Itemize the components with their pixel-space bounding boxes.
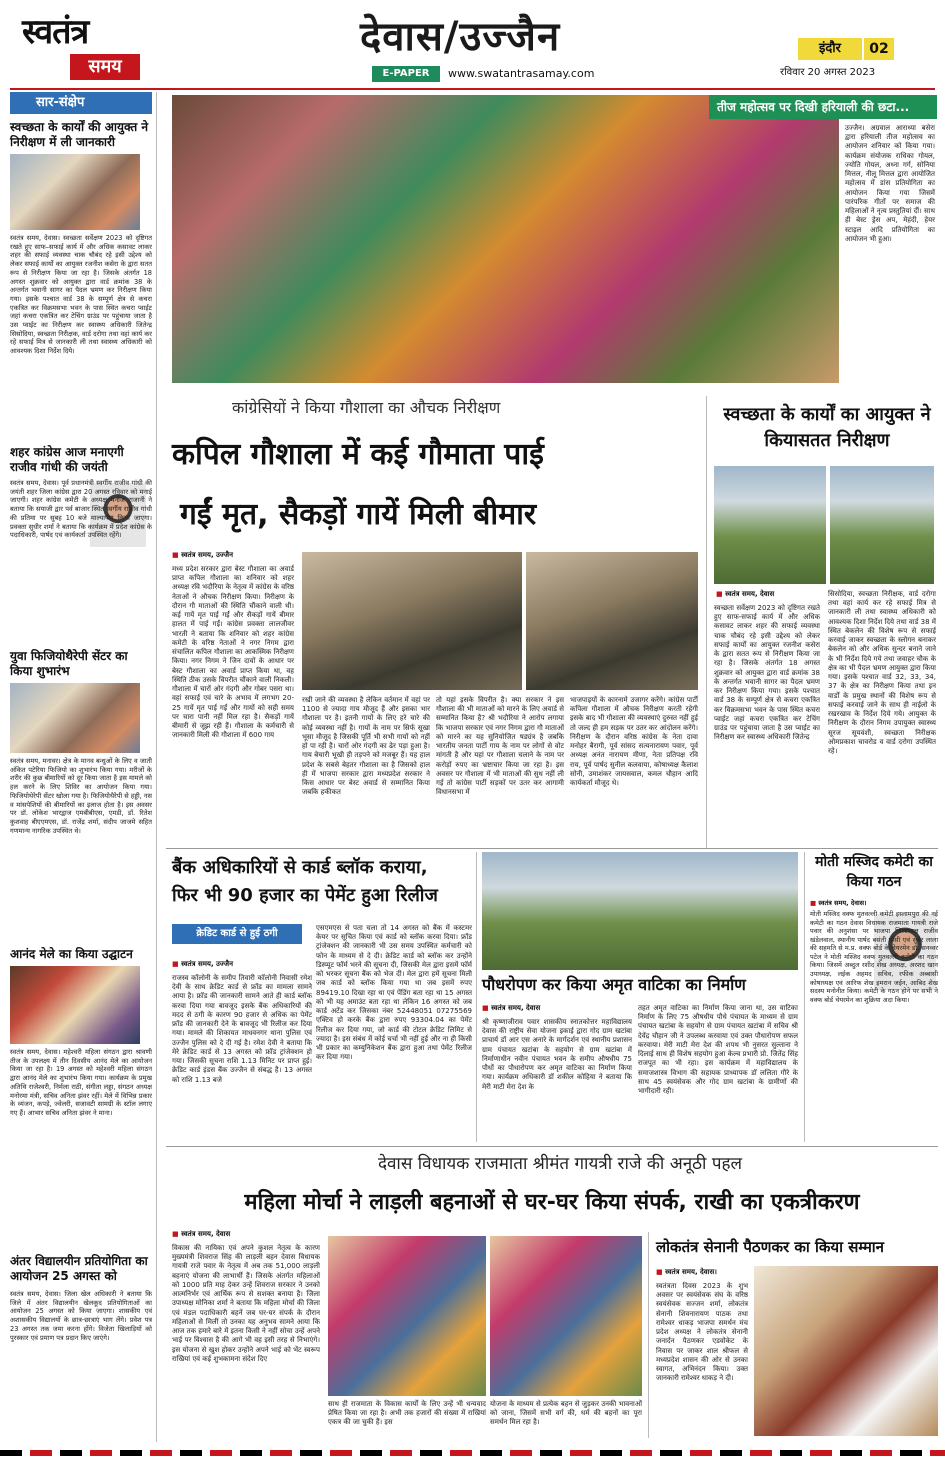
amrit-photo <box>482 852 798 970</box>
loktantra-byline: ■ स्वतंत्र समय, देवास। <box>656 1268 717 1277</box>
sidebar-body: स्वतंत्र समय, देवास। महेश्वरी महिला संगठन द्वारा श्रावणी तीज के उपलक्ष्य में तीन दिवसीय आनंद मेले का आयोजन किया जा रहा है। 19 अगस्त को महेश्वरी महिला संगठन द्वारा आनंद मेले का शुभारंभ किया गया। कार्यक्रम के प्रमुख अतिथि राजेश्वरी, निर्मला राठी, संगीता लड्डा, संगठन अध्यक्ष मनोरमा मंत्री, सचिव अनिता झंवर रहीं। मेले में विभिन्न प्रकार के व्यंजन, कपड़े, ज्वेलरी, सजावटी सामग्री के स्टॉल लगाए गए हैं। आभार सचिव अनिता झंवर ने माना। <box>10 1048 152 1117</box>
masthead <box>0 0 945 90</box>
sidebar-body: स्वतंत्र समय, देवास। जिला खेल अधिकारी ने बताया कि जिले में अंतर विद्यालयीन खेलकूद प्रतियोगिताओं का आयोजन 25 अगस्त को किया जाएगा। शासकीय एवं अशासकीय विद्यालयों के छात्र-छात्राएं भाग लेंगे। प्रवेश पत्र 23 अगस्त तक जमा करना होंगे। विजेता खिलाड़ियों को पुरस्कार एवं प्रमाण पत्र प्रदान किए जाएंगे। <box>10 1290 152 1342</box>
gaushala-col1: मध्य प्रदेश सरकार द्वारा बेस्ट गौशाला का अवार्ड प्राप्त कपिल गौशाला का शनिवार को शहर अध्यक्ष रवि भदौरिया के नेतृत्व में कांग्रेस के वरिष्ठ नेताओं ने औचक निरीक्षण किया। निरीक्षण के दौरान गौ माताओं की स्थिति चौंकाने वाली थी। कई गायें मृत पाई गईं और सैकड़ों गायें बीमार हालत में पाई गईं। कांग्रेस प्रवक्ता लालजीवर भारती ने बताया कि शनिवार को शहर कांग्रेस कमेटी के वरिष्ठ नेताओं ने नगर निगम द्वारा संचालित कपिल गौशाला का आकस्मिक निरीक्षण किया। नगर निगम ने जिन दावों के आधार पर बेस्ट गौशाला का अवार्ड प्राप्त किया था, वह स्थिति ठीक उसके विपरीत चौंकाने वाली निकली। गौशाला में चारों ओर गंदगी और गोबर पसरा था। वहां सफाई एवं चारे के अभाव में लगभग 20-25 गायें मृत पाई गईं और गायों को सही समय पर चारा पानी नहीं मिल रहा है। सैकड़ों गायें बीमारी से जूझ रही हैं। गौशाला के कर्मचारी से जानकारी मिली की गौशाला में 600 गाय <box>172 565 294 740</box>
sidebar-body: स्वतंत्र समय, मनावर। क्षेत्र के मानव बन्धुओं के लिए व जाती अंकित पटेरिया फिजियो का शुभारंभ किया गया। मरीजों के शरीर की कुछ बीमारियों को दूर किया जाता है इस मामले को हल करने के लिए शिविर का आयोजन किया गया। फिजियोथेरेपी सेंटर खोला गया है। फिजियोथैरेपी से हड्डी, नस व मांसपेशियों की बीमारियों का इलाज होता है। इस अवसर पर डॉ. लोकेश भारद्वाज एमबीबीएस, एमडी, डॉ. रितेश कुशवाह बीएएमएस, डॉ. राजेंद्र शर्मा, संदीप जाजमे सहित गणमान्य नागरिक उपस्थित थे। <box>10 757 152 835</box>
amrit-headline: पौधरोपण कर किया अमृत वाटिका का निर्माण <box>482 975 746 994</box>
sidebar-headline: स्वच्छता के कार्यों की आयुक्त ने निरीक्षण में ली जानकारी <box>10 120 149 149</box>
masthead-rule <box>10 88 935 90</box>
logo <box>22 12 162 82</box>
sidebar-headline: शहर कांग्रेस आज मनाएगी राजीव गांधी की जयंती <box>10 445 124 474</box>
sidebar-headline: अंतर विद्यालयीन प्रतियोगिता का आयोजन 25 अगस्त को <box>10 1254 148 1283</box>
mahila-photo-1 <box>328 1236 486 1396</box>
amrit-byline: ■ स्वतंत्र समय, देवास <box>482 1004 540 1013</box>
gaushala-col3: तो यहां इसके विपरीत है। क्या सरकार ने इस गौशाला की भी माताओं को मारने के लिए अवार्ड से सम्मानित किया है? श्री भदौरिया ने आरोप लगाया कि भाजपा सरकार एवं नगर निगम द्वारा गौ माताओं को मारने का यह सुनियोजित षड्यंत्र है जबकि भारतीय जनता पार्टी गाय के नाम पर लोगों से वोट मांगती है और यहां पर गौशाला चलाने के नाम पर करोड़ों रुपए का भ्रष्टाचार किया जा रहा है। इस अवसर पर गौशाला में भी माताओं की सुध नहीं ली गई तो कांग्रेस पार्टी सड़कों पर उतर कर आगामी विधानसभा में <box>436 696 564 797</box>
bank-headline-line1: बैंक अधिकारियों से कार्ड ब्लॉक कराया, <box>172 857 428 878</box>
gaushala-col4: भाजपाइयों के कारनामे उजागर करेंगे। कांग्रेस पार्टी कपिला गौशाला में औचक निरीक्षण करती रहेगी इसके बाद भी गौशाला की व्यवस्थाएं दुरुस्त नहीं हुई तो जल्द ही हम सड़क पर उतर कर आंदोलन करेंगे। निरीक्षण के दौरान वरिष्ठ कांग्रेस के नेता दावा मनोहर बैरागी, पूर्व सांसद सत्यनारायण पवार, पूर्व अध्यक्ष अनंत नारायण मीणा, नेता प्रतिपक्ष रवि राय, पूर्व पार्षद सुनील कलवाया, कोषाध्यक्ष कैलाश सोनी, उमाशंकर जायसवाल, कमल चौहान आदि कार्यकर्ता मौजूद थे। <box>570 696 698 788</box>
loktantra-photo <box>754 1266 938 1436</box>
city-name: इंदौर <box>798 38 862 60</box>
safai-photo-1 <box>714 466 826 584</box>
safai-photo-2 <box>830 466 934 584</box>
mahila-photo-caption-1: साथ ही राजमाता के विकास कार्यों के लिए उन्हें भी धन्यवाद प्रेषित किया जा रहा है। अभी तक हजारों की संख्या में राखियां एकत्र की जा चुकी हैं। इस <box>328 1400 486 1427</box>
mahila-col1: विकास की नायिका एवं अपने कुशल नेतृत्व के कारण मुख्यमंत्री शिवराज सिंह की लाड़ली बहन देवास विधायक गायत्री राजे पवार के नेतृत्व में अब तक 51,000 लाड़ली बहनाएं योजना की लाभार्थी हैं। जिसके अंतर्गत महिलाओं को 1000 प्रति माह देकर उन्हें शिवराज सरकार ने उनको आत्मनिर्भर एवं आर्थिक रूप से सशक्त बनाया है। जिला उपाध्यक्ष मोनिका शर्मा ने बताया कि महिला मोर्चा की जिला एवं मंडल पदाधिकारी बहनें जब घर-घर संपर्क के दौरान महिलाओं से मिलीं तो उनका यह अनुभव सामने आया कि आज तक हमारे बारे में इतना किसी ने नहीं सोचा उन्हें अपने भाई पर विश्वास है की आगे भी वह इसी तरह से निभाएंगे। इस योजना से खुश होकर उन्होंने अपने भाई को भेंट स्वरूप राखियां एवं कई शुभकामना संदेश दिए <box>172 1244 320 1363</box>
center-right-rule <box>706 396 707 848</box>
issue-date: रविवार 20 अगस्त 2023 <box>780 67 876 78</box>
sidebar-item <box>10 1254 152 1414</box>
mahila-rule <box>648 1232 649 1438</box>
sidebar-item <box>10 947 152 1208</box>
bank-col1: राजस्व कॉलोनी के समीप तिवारी कॉलोनी निवासी रमेश देवी के साथ क्रेडिट कार्ड से फ्रॉड का मामला सामने आया है। फ्रॉड की जानकारी सामने आते ही कार्ड ब्लॉक करवा दिया गया बावजूद इसके बैंक अधिकारियों की मदद से ठगी के कारण 90 हजार से अधिक का पेमेंट फ्रॉड की जानकारी देने के बावजूद भी रिलीज कर दिया गया। मामले की शिकायत माधवनगर थाना पुलिस एवं उज्जैन पुलिस को दे दी गई है। रमेश देवी ने बताया कि मेरे क्रेडिट कार्ड से 13 अगस्त को फ्रॉड ट्रांजेक्शन हो गया। जिसकी सूचना राशि 1.13 मिनिट पर प्राप्त हुई। क्रेडिट कार्ड इंडस बैंक उज्जैन से संबद्ध है। 13 अगस्त को राशि 1.13 बजे <box>172 974 312 1084</box>
sidebar-photo <box>10 683 140 753</box>
gaushala-byline: ■ स्वतंत्र समय, उज्जैन <box>172 551 233 560</box>
loktantra-headline: लोकतंत्र सेनानी पैठणकर का किया सम्मान <box>656 1238 885 1256</box>
teej-caption: उज्जैन। अग्रवाल आराध्या बसेरा द्वारा हरियाली तीज महोत्सव का आयोजन शनिवार को किया गया। कार्यक्रम संयोजक राधिका गोयल, ज्योति गोयल, अध्ना गर्ग, सोनिया मित्तल, नीलू मित्तल द्वारा आयोजित महोत्सव में डांस प्रतियोगिता का आयोजन किया गया जिसमें पारंपरिक गीतों पर समाज की महिलाओं ने नृत्य प्रस्तुतियां दीं। साथ ही बेस्ट ड्रेस अप, मेहंदी, हेयर स्टाइल आदि प्रतियोगिता का आयोजन भी हुआ। <box>845 124 935 243</box>
bank-byline: ■ स्वतंत्र समय, उज्जैन <box>172 960 233 969</box>
gaushala-headline-line2: गईं मृत, सैकड़ों गायें मिली बीमार <box>180 497 537 532</box>
footer-registration-bar <box>0 1450 945 1456</box>
sidebar-photo <box>10 966 140 1044</box>
gaushala-photo-1 <box>302 552 522 690</box>
website-link[interactable]: www.swatantrasamay.com <box>448 67 595 80</box>
masjid-body: मोती मस्जिद वक्फ मुतवल्ली कमेटी इस्लामपुरा की नई कमेटी का गठन देवास विधायक राजमाता गायत्री राजे पवार की अनुशंसा पर भाजपा जिलाध्यक्ष राजीव खंडेलवाल, स्थानीय पार्षद बसंती घोसी एवं सुवेर लाला की सहमति से म.प्र. वक्फ बोर्ड के चेयरमेन डॉ. सनव्वर पटेल ने मोती मस्जिद वक्फ मुतवल्ली कमेटी का गठन किया। जिसमें अब्दुल रशीद शेख अध्यक्ष, अरशद खान उपाध्यक्ष, लईक अहमद सचिव, रफीक अब्बासी कोषाध्यक्ष एवं आरिफ शेख इमरान जईन, आबिद शेख सदस्य मनोनीत किया। कमेटी के गठन होने पर सभी ने वक्फ बोर्ड चेयरमेन का शुक्रिया अदा किया। <box>810 910 938 1004</box>
sidebar-item <box>10 649 152 917</box>
epaper-label: E-PAPER <box>372 66 440 82</box>
loktantra-body: स्वतंत्रता दिवस 2023 के शुभ अवसर पर स्वयंसेवक संघ के वरिष्ठ स्वयंसेवक सज्जन शर्मा, लोकतंत्र सेनानी शिवनारायण पाठक तथा रामेश्वर धाकड़ भाजपा समर्थन मंच प्रदेश अध्यक्ष ने लोकतंत्र सेनानी जनार्दन पैठणकर एडवोकेट के निवास पर जाकर शाल श्रीफल से मध्यप्रदेश शासन की ओर से उनका स्वागत, अभिनंदन किया। उक्त जानकारी रामेश्वर धाकड़ ने दी। <box>656 1282 748 1383</box>
sidebar-body: स्वतंत्र समय, देवास। पूर्व प्रधानमंत्री स्वर्गीय राजीव गांधी की जयंती शहर जिला कांग्रेस द्वारा 20 अगस्त रविवार को मनाई जाएगी। शहर कांग्रेस कमेटी के अध्यक्ष मनोज राजानी ने बताया कि सयाजी द्वार पर्व बाजार स्थित स्वर्गीय राजीव गांधी की प्रतिमा पर सुबह 10 बजे माल्यार्पण किया जाएगा। प्रवक्ता सुधीर शर्मा ने बताया कि कार्यक्रम में प्रदेश कांग्रेस के पदाधिकारी, पार्षद एवं कार्यकर्ता उपस्थित रहेंगे। <box>10 479 152 540</box>
sidebar-headline: युवा फिजियोथैरेपी सेंटर का किया शुभारंभ <box>10 649 128 678</box>
teej-banner: तीज महोत्सव पर दिखी हरियाली की छटा... <box>709 95 937 119</box>
mahila-byline: ■ स्वतंत्र समय, देवास <box>172 1230 230 1239</box>
masjid-byline: ■ स्वतंत्र समय, देवास। <box>810 898 867 907</box>
sidebar-item <box>10 445 152 630</box>
mahila-kicker: देवास विधायक राजमाता श्रीमंत गायत्री राजे की अनूठी पहल <box>377 1154 743 1174</box>
safai-headline: स्वच्छता के कार्यों का आयुक्त ने कियासतत निरीक्षण <box>723 404 931 451</box>
mahila-headline: महिला मोर्चा ने लाड़ली बहनाओं से घर-घर किया संपर्क, राखी का एकत्रीकरण <box>244 1190 860 1215</box>
masjid-headline: मोती मस्जिद कमेटी का किया गठन <box>815 854 933 890</box>
amrit-col2: तहत अमृत वाटिका का निर्माण किया जाना था, उस वाटिका निर्माण के लिए 75 औषधीय पौधे पंचायत के माध्यम से ग्राम पंचायत खटांबा के सहयोग से ग्राम पंचायत खटांबा में सचिव श्री देवेंद्र चौहान जी ने उपलब्ध करवाया एवं उक्त पौधारोपण सफल करवाया। मेरी माटी मेरा देश की शपथ भी नुसरत सुल्ताना ने दिलाई साथ ही विशेष सहयोग हुआ केल्व प्रभारी प्रो. जितेंद्र सिंह राजपूत का भी रहा। इस कार्यक्रम में महाविद्यालय के समाजशास्त्र विभाग की सहायक प्राध्यापक डॉ ललिता गौरे के साथ 45 स्वयंसेवक और गोद ग्राम खटांबा के ग्रामीणों की भागीदारी रही। <box>638 1004 798 1096</box>
sidebar-headline: आनंद मेले का किया उद्घाटन <box>10 947 133 961</box>
bank-rule <box>476 852 477 1142</box>
sidebar-photo <box>10 154 140 230</box>
mahila-photo-2 <box>490 1236 642 1396</box>
mid-rule <box>166 848 938 849</box>
sidebar-rule <box>156 92 157 1442</box>
page-number: 02 <box>864 38 894 60</box>
logo-bottom: समय <box>70 54 140 80</box>
logo-top: स्वतंत्र <box>22 12 89 52</box>
bank-headline-line2: फिर भी 90 हजार का पेमेंट हुआ रिलीज <box>172 885 438 906</box>
gaushala-kicker: कांग्रेसियों ने किया गौशाला का औचक निरीक्षण <box>232 398 501 417</box>
mahila-photo-caption-2: योजना के माध्यम से प्रत्येक बहन से जुड़कर उनकी भावनाओं को जाना, जिसमें सभी वर्ग की, धर्म की बहनों का पूरा समर्थन मिल रहा है। <box>490 1400 642 1427</box>
city-badge <box>798 38 898 60</box>
gaushala-headline-line1: कपिल गौशाला में कई गौमाता पाई <box>172 437 544 472</box>
safai-col2: सिसोदिया, स्वच्छता निरीक्षक, वार्ड दरोगा तथा वहां कार्य कर रहे सफाई मित्र से जानकारी ली तथा स्वास्थ्य अधिकारी को आवश्यक दिशा निर्देश दिये तथा वार्ड 38 में स्थित बेकलेन की विशेष रूप से सफाई करवाई जाकर स्वच्छता के स्लोगन बनाकर बेकलेन को और अधिक सुन्दर बनाने जाने के भी निर्देश दिये गये तथा जवाहर चौक के क्षेत्र का भी पैदल भ्रमण आयुक्त द्वारा किया गया। इसके पश्चात वार्ड 32, 33, 34, 37 के क्षेत्र का निरीक्षण किया तथा इन वार्डों के प्रमुख स्थानों की विशेष रूप से सफाई करवाई जाने के साथ ही नाईलो के रखरखाव के निर्देश दिये गये। आयुक्त के निरीक्षण के दौरान निगम उपायुक्त स्वास्थ्य सूरज सूयवंशी, स्वच्छता निरीक्षक ओमप्रकाश चावरोड व वार्ड दरोगा उपस्थित रहे। <box>828 590 936 755</box>
sidebar-item <box>10 120 152 402</box>
bank-col2: एसएमएस से पता चला तो 14 अगस्त को बैंक में कस्टमर केयर पर सूचित किया एवं कार्ड को ब्लॉक करवा दिया। फ्रॉड ट्रांजेक्शन की जानकारी भी उस समय उपस्थित कर्मचारी को फोन के माध्यम से दे दी। क्रेडिट कार्ड को ब्लॉक कर उन्होंने डिस्प्यूट फॉर्म भरने की सूचना दी, जिसकी मेल द्वारा इसमें फॉर्म को भरकर सूचना बैंक को भेज दी। मेल द्वारा हमें सूचना मिली जब कार्ड को ब्लॉक किया गया था जब इसमें रुपए 89419.10 दिखा रहा था एवं पेंडिंग बता रहा था 15 अगस्त को भी यह अमाउंट बता रहा था लेकिन 16 अगस्त को जब कार्ड अटेंड कर जिसका नंबर 52448051 07275569 एक्टिव हो करके बैंक द्वारा रुपए 93304.04 का पेमेंट रिलीज कर दिया गया, जो कार्ड की टोटल क्रेडिट लिमिट से ज्यादा है। इस संबंध में कोई चर्चा भी नहीं हुई और ना ही किसी भी प्रकार का कम्युनिकेशन बैंक द्वारा हुआ तथा पेमेंट रिलीज कर दिया गया। <box>316 924 472 1062</box>
sidebar-section-title: सार-संक्षेप <box>10 92 152 114</box>
amrit-col1: श्री कृष्णाजीराव पवार शासकीय स्नातकोत्तर महाविद्यालय देवास की राष्ट्रीय सेवा योजना इकाई द्वारा गोद ग्राम खटांबा प्राचार्य डॉ आर एस अनारे के मार्गदर्शन एवं स्थानीय प्रशासन ग्राम पंचायत खटांबा के सहयोग से ग्राम खटांबा में निर्माणाधीन नवीन पंचायत भवन के समीप औषधीय 75 पौधों का पौधारोपण कर अमृत वाटिका का निर्माण किया गया। कार्यक्रम अधिकारी डॉ शकील कोहिया ने बताया कि मेरी माटी मेरा देश के <box>482 1018 632 1091</box>
sidebar <box>10 92 152 1442</box>
safai-byline: ■ स्वतंत्र समय, देवास <box>716 590 774 599</box>
gaushala-photo-2 <box>526 552 698 690</box>
bank-tag: क्रेडिट कार्ड से हुई ठगी <box>172 924 302 944</box>
edition-title: देवास/उज्जैन <box>360 14 561 60</box>
lower-rule <box>166 1146 938 1147</box>
gaushala-col2: रखी जाने की व्यवस्था है लेकिन वर्तमान में वहां पर 1100 से ज्यादा गाय मौजूद हैं और इसका भार गौशाला पर है। इतनी गायों के लिए हरे चारे की कोई व्यवस्था नहीं है। गायों के नाम पर सिर्फ सूखा भूसा मौजूद है जिसकी पूर्ति भी सभी गायों को नहीं हो पा रही है। चारों ओर गंदगी का ढेर पड़ा हुआ है। गाय बेचारी भूखी ही तड़पने को मजबूर हैं। यह हाल प्रदेश के सबसे बेहतर गौशाला का है जिसको हाल ही में भाजपा सरकार द्वारा मध्यप्रदेश सरकार ने किस आधार पर बेस्ट अवार्ड से सम्मानित किया जबकि हकीकत <box>302 696 430 797</box>
sidebar-body: स्वतंत्र समय, देवास। स्वच्छता सर्वेक्षण 2023 को दृष्टिगत रखते हुए साफ–सफाई कार्य में और अधिक कसावट लाकर शहर की सफाई व्यवस्था चाक चौबंद रहे इसी उद्देश्य को लेकर सफाई कार्यो का आयुक्त रजनीश कसेरा के द्वारा सतत रूप से निरीक्षण किया जा रहा है। जिसके अंतर्गत 18 अगस्त शुक्रवार को आयुक्त द्वारा वार्ड क्रमांक 38 के अन्तर्गत भवानी सागर का पैदल भ्रमण कर निरीक्षण किया गया। इसके पश्चात वार्ड 38 के सम्पूर्ण क्षेत्र से कचरा एकत्रित कर विक्रमसभा भवन के पास स्थित कचरा प्वाईट जहां कचरा एकत्रित कर टेचिंग ग्राउंड पर पहुंचाया जाता है उस प्वाईट का निरीक्षण कर स्वास्थ्य अधिकारी जितेन्द्र सिसोदिया, स्वच्छता निरीक्षक, वार्ड दरोगा तथा वहां कार्य कर रहे सफाई मित्र से जानकारी ली तथा स्वास्थ्य अधिकारी को आवश्यक दिशा निर्देश दिये। <box>10 234 152 356</box>
safai-col1: स्वच्छता सर्वेक्षण 2023 को दृष्टिगत रखते हुए साफ-सफाई कार्य में और अधिक कसावट लाकर शहर की सफाई व्यवस्था चाक चौबंद रहे इसी उद्देश्य को लेकर सफाई कार्यों का आयुक्त रजनीश कसेरा के द्वारा सतत रूप से निरीक्षण किया जा रहा है। जिसके अंतर्गत 18 अगस्त शुक्रवार को आयुक्त द्वारा वार्ड क्रमांक 38 के अन्तर्गत भवानी सागर का पैदल भ्रमण कर निरीक्षण किया गया। इसके पश्चात वार्ड 38 के सम्पूर्ण क्षेत्र से कचरा एकत्रित कर विक्रमसभा भवन के पास स्थित कचरा प्वाईट जहां कचरा एकत्रित कर टेचिंग ग्राउंड पर पहुंचाया जाता है उस प्वाईट का निरीक्षण कर स्वास्थ्य अधिकारी जितेन्द्र <box>714 604 820 742</box>
amrit-rule <box>804 852 805 1142</box>
